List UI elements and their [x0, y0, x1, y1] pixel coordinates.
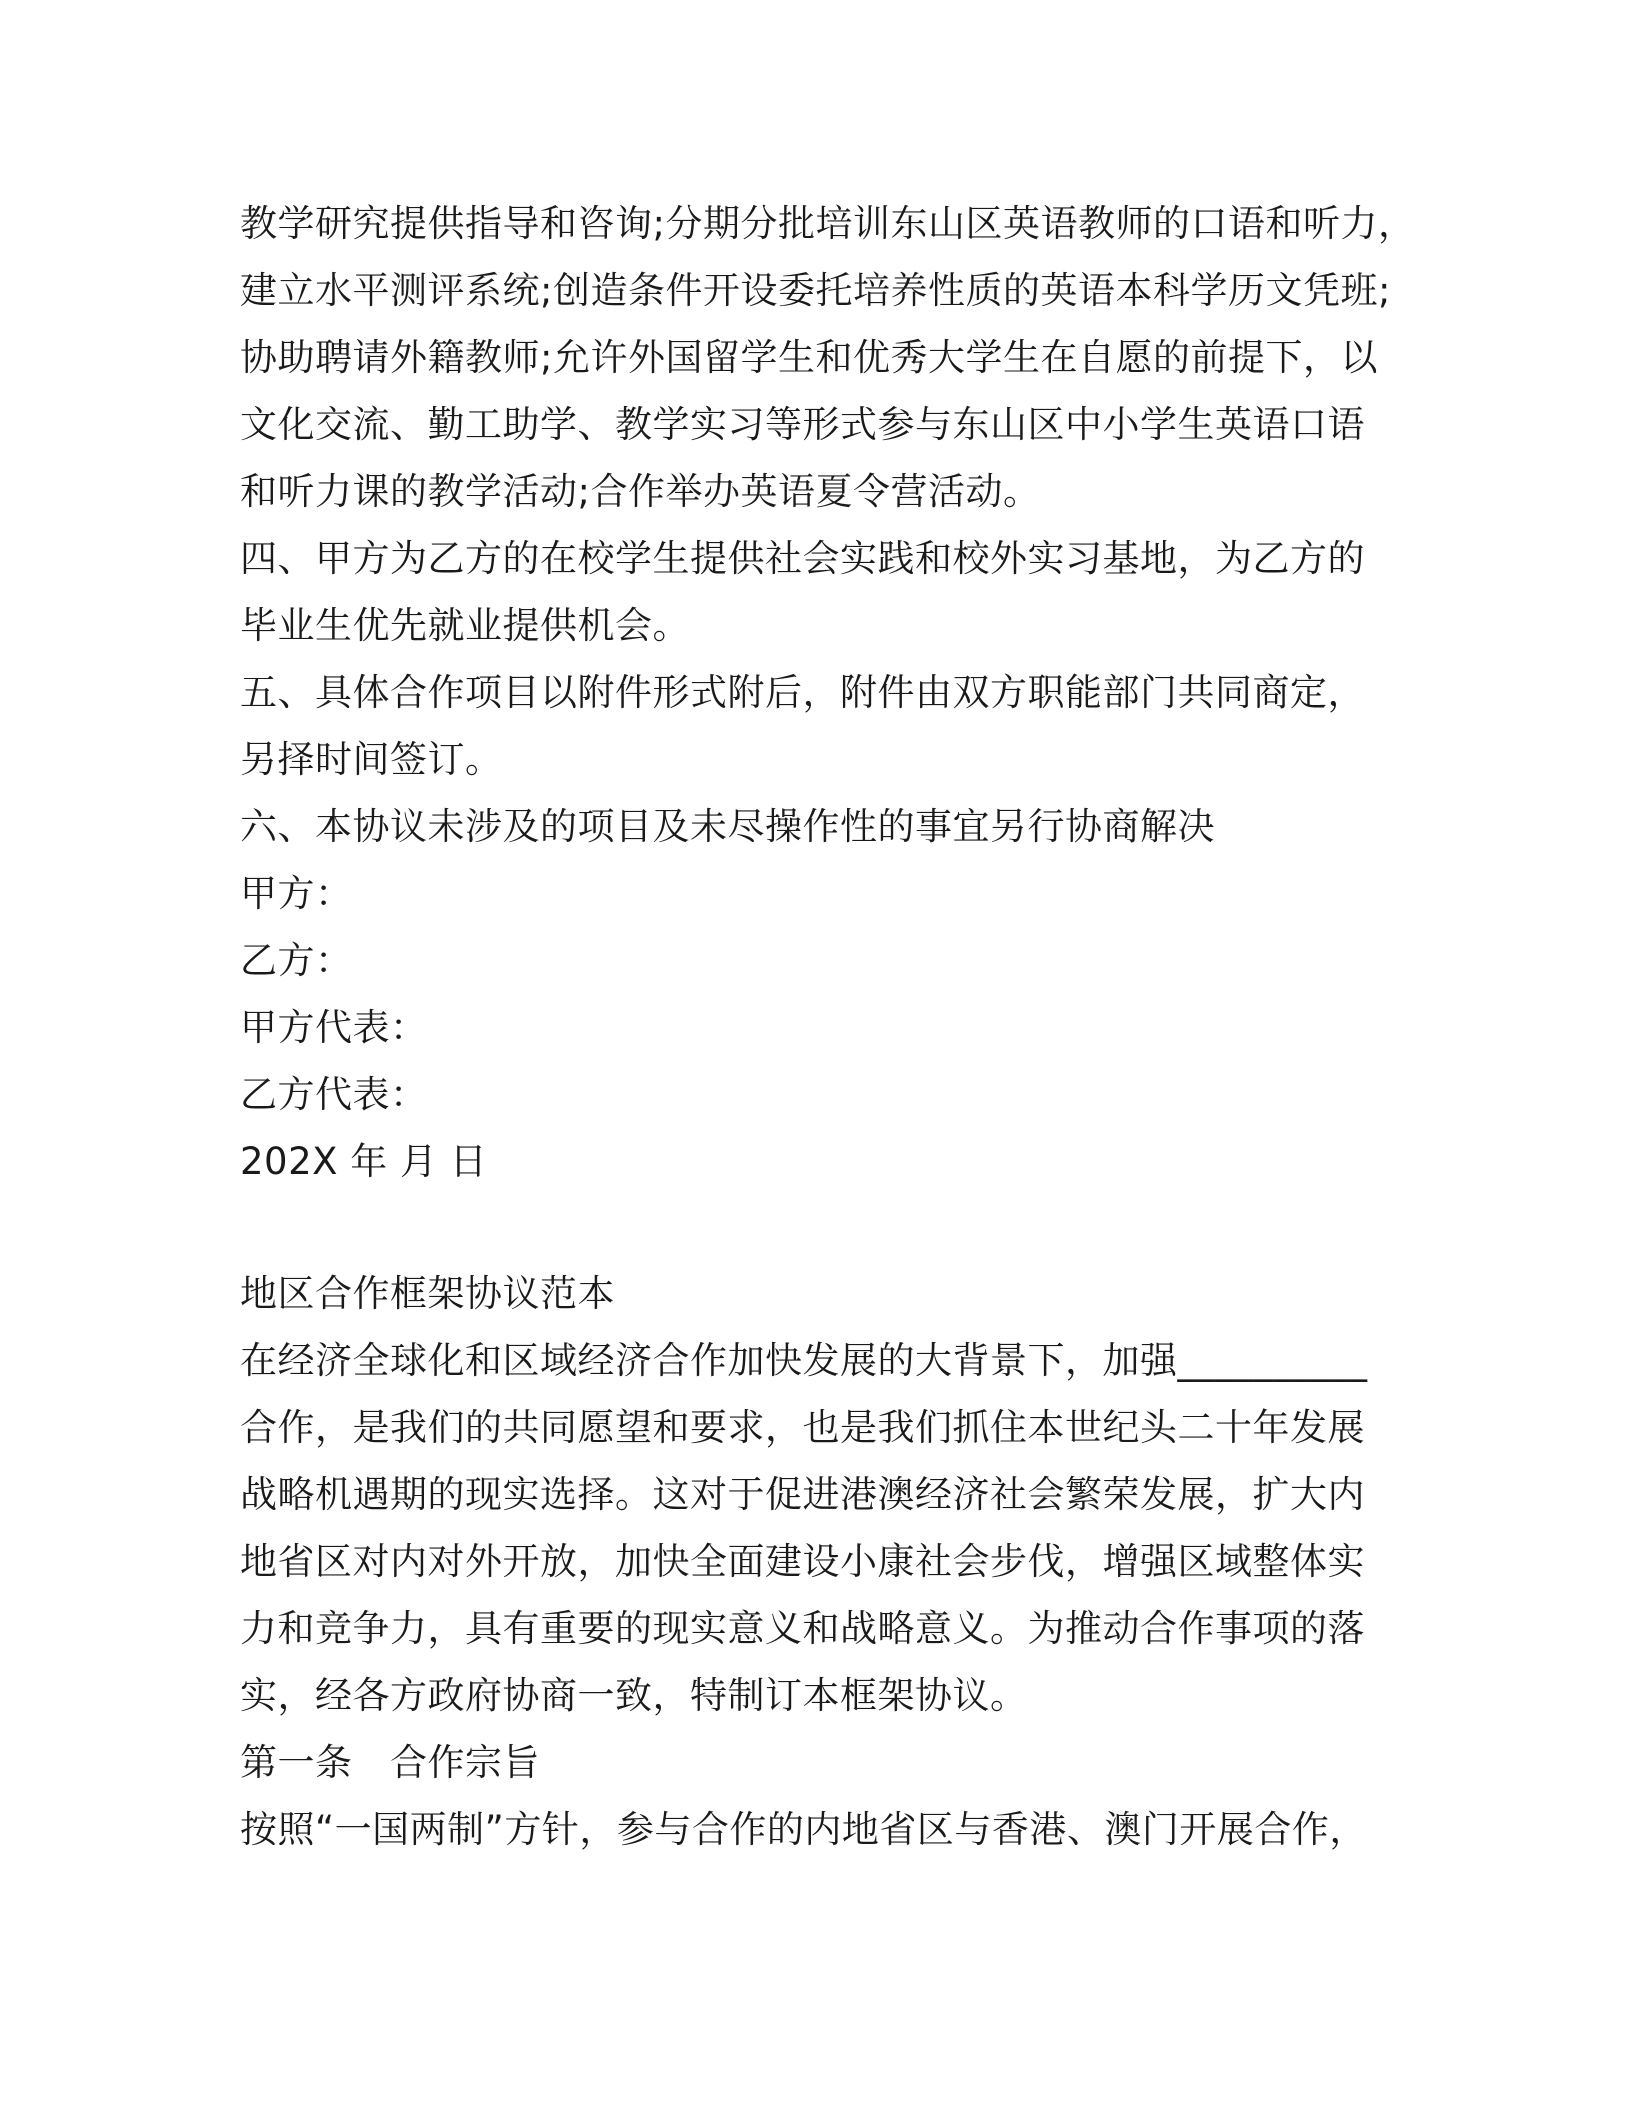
document-page: [240, 190, 1416, 1863]
framework-agreement-section: [240, 1260, 1390, 1863]
party-b-representative-label: 乙方代表：: [240, 1073, 428, 1116]
text-line: 战略机遇期的现实选择。这对于促进港澳经济社会繁荣发展，扩大内: [240, 1473, 1365, 1516]
text-line: 毕业生优先就业提供机会。: [240, 604, 690, 647]
text-line: 实，经各方政府协商一致，特制订本框架协议。: [240, 1674, 1028, 1717]
text-line: 在经济全球化和区域经济合作加快发展的大背景下，加强__________: [240, 1339, 1368, 1382]
section-gap: [240, 1195, 1390, 1260]
text-line: 按照“一国两制”方针，参与合作的内地省区与香港、澳门开展合作，: [240, 1808, 1367, 1851]
text-line: 协助聘请外籍教师;允许外国留学生和优秀大学生在自愿的前提下，以: [240, 336, 1378, 379]
clause-six: 六、本协议未涉及的项目及未尽操作性的事宜另行协商解决: [240, 805, 1215, 848]
text-line: 合作，是我们的共同愿望和要求，也是我们抓住本世纪头二十年发展: [240, 1406, 1365, 1449]
clause-five: 五、具体合作项目以附件形式附后，附件由双方职能部门共同商定，: [240, 671, 1365, 714]
section-title: 地区合作框架协议范本: [240, 1272, 615, 1315]
text-line: 文化交流、勤工助学、教学实习等形式参与东山区中小学生英语口语: [240, 403, 1365, 446]
text-line: 地省区对内对外开放，加快全面建设小康社会步伐，增强区域整体实: [240, 1540, 1365, 1583]
text-line: 力和竞争力，具有重要的现实意义和战略意义。为推动合作事项的落: [240, 1607, 1365, 1650]
article-one-heading: 第一条 合作宗旨: [240, 1741, 540, 1784]
date-line: 202X 年 月 日: [240, 1140, 488, 1183]
clause-four: 四、甲方为乙方的在校学生提供社会实践和校外实习基地，为乙方的: [240, 537, 1365, 580]
agreement-continuation: [240, 190, 1416, 1195]
party-b-label: 乙方：: [240, 939, 353, 982]
text-line: 另择时间签订。: [240, 738, 503, 781]
party-a-representative-label: 甲方代表：: [240, 1006, 428, 1049]
text-line: 教学研究提供指导和咨询;分期分批培训东山区英语教师的口语和听力，: [240, 202, 1416, 245]
text-line: 建立水平测评系统;创造条件开设委托培养性质的英语本科学历文凭班;: [240, 269, 1391, 312]
party-a-label: 甲方：: [240, 872, 353, 915]
text-line: 和听力课的教学活动;合作举办英语夏令营活动。: [240, 470, 1041, 513]
